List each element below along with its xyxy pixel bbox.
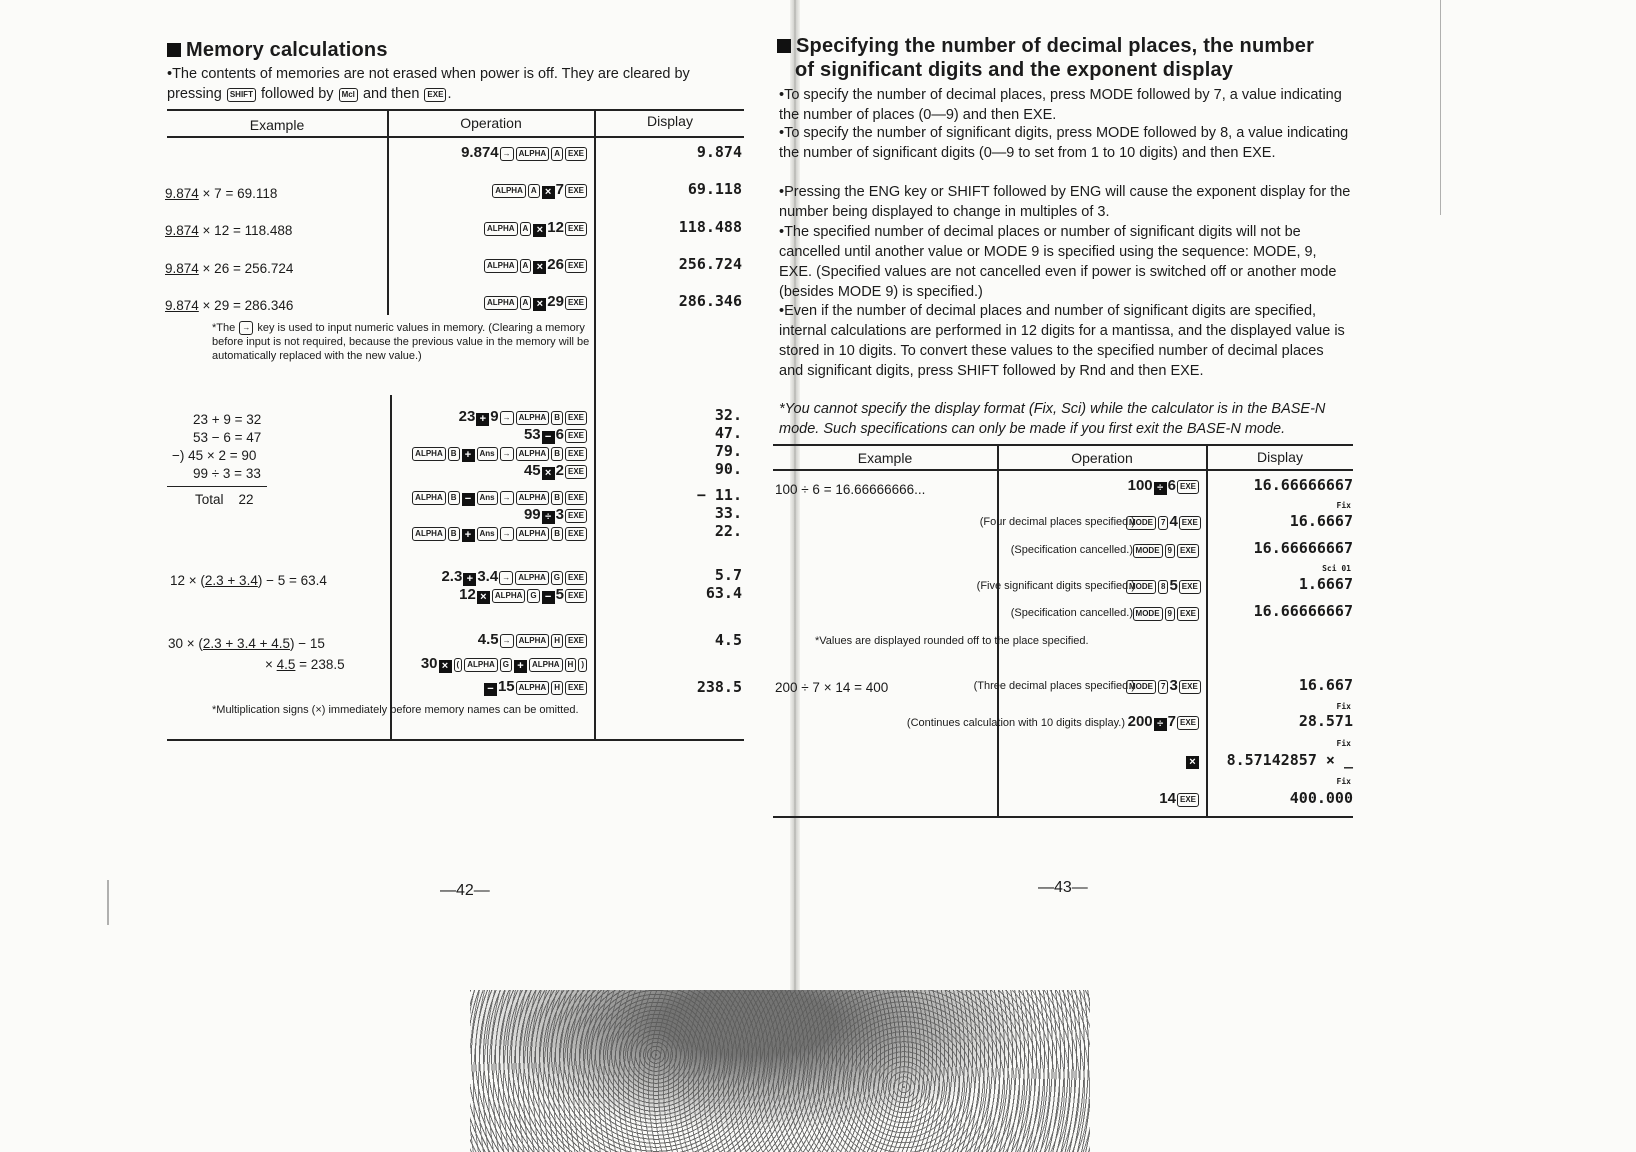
r-col-example-header: Example [857,450,913,466]
r-display-5: 16.66666667 [1253,602,1353,620]
page-number-42: —42— [440,882,490,899]
r-display-8: 8.57142857 × _ [1226,751,1353,769]
r-note-cancel-2: (Specification cancelled.) [1010,607,1133,619]
page-number-43: —43— [1038,879,1088,896]
r-op-2: MODE 7 4 EXE [1125,513,1200,530]
sum-display-6: 33. [714,504,742,522]
r-display-4: 1.6667 [1298,575,1353,593]
sum-rule [167,486,267,487]
r-op-5: MODE 9 EXE [1125,604,1200,621]
table-divider-1b [390,395,392,740]
sum-total: Total 22 [195,492,254,507]
sum-example-1: 23 + 9 = 32 [193,412,262,427]
example-row-2: 9.874 × 7 = 69.118 [165,186,278,201]
r-op-9: 14 EXE [1125,790,1200,807]
multiplication-note: *Multiplication signs (×) immediately before memory names can be omitted. [212,704,579,716]
r-tag-fix-1: Fix [1336,501,1351,510]
sum-display-4: 90. [714,460,742,478]
bullet-significant-digits: •To specify the number of significant digits, press MODE followed by 8, a value indicating the number of significant digits (0—9 to set from 1 to 10 digits) and then EXE. [779,125,1349,161]
bullet-internal: •Even if the number of decimal places and number of significant digits are specified, internal calculations are performed in 12 digits for a mantissa, and the displayed value is stored in 10 digits. To convert these values to the specified number of decimal places and significant digits, press SHIFT followed by Rnd and then EXE. [779,303,1345,379]
sum-display-7: 22. [714,522,742,540]
r-col-display-header: Display [1257,449,1303,465]
r-example-1: 100 ÷ 6 = 16.66666666... [775,482,926,497]
sum-display-1: 32. [714,406,742,424]
paren-op-2a: 4.5 → ALPHA H EXE [400,631,588,648]
r-op-4: MODE 8 5 EXE [1125,577,1200,594]
memory-intro: •The contents of memories are not erased when power is off. They are cleared by pressing SHIFT followed by Mcl and then EXE . [167,66,690,102]
r-op-6: MODE 7 3 EXE [1125,677,1200,694]
paren-op-2b: 30 × ( ALPHA G + ALPHA H ) [400,655,588,673]
bullet-cancel: •The specified number of decimal places or number of significant digits will not be cancelled until another value or MODE 9 is specified using the sequence: MODE, 9, EXE. (Specified values are not cancelled even if power is switched off or another mode (besides MODE 9) is specified.) [779,224,1337,300]
r-op-3: MODE 9 EXE [1125,541,1200,558]
left-page [0,0,795,990]
display-row-3: 118.488 [678,218,742,236]
sum-example-3: −) 45 × 2 = 90 [172,448,257,463]
bullet-base-n: *You cannot specify the display format (Fix, Sci) while the calculator is in the BASE-N mode. Such specifications can only be made if you first exit the BASE-N mode. [779,401,1326,437]
decimal-heading-line2: of significant digits and the exponent display [795,59,1234,81]
scan-noise-area [0,990,1636,1152]
display-row-2: 69.118 [687,180,742,198]
table-bottom-rule [167,739,744,741]
r-display-3: 16.66666667 [1253,539,1353,557]
r-note-cont: (Continues calculation with 10 digits display.) [906,717,1125,729]
operation-row-3: ALPHA A × 12 EXE [400,219,588,237]
bullet-exponent: •Pressing the ENG key or SHIFT followed by ENG will cause the exponent display for the number being displayed to change in multiples of 3. [779,184,1351,220]
r-tag-sci: Sci 01 [1322,564,1351,573]
r-example-2: 200 ÷ 7 × 14 = 400 [775,680,889,695]
table-top-rule [167,109,744,111]
paren-op-2c: − 15 ALPHA H EXE [400,678,588,696]
paren-display-1a: 5.7 [714,566,742,584]
r-op-8: × [1125,751,1200,769]
paren-display-1b: 63.4 [705,584,742,602]
display-row-4: 256.724 [678,255,742,273]
paren-op-1b: 12 × ALPHA G − 5 EXE [400,586,588,604]
r-note-three: (Three decimal places specified.) [973,680,1135,692]
paren-display-2a: 4.5 [714,631,742,649]
r-display-6: 16.667 [1298,676,1353,694]
display-row-1: 9.874 [696,143,742,161]
r-note-five: (Five significant digits specified.) [976,580,1135,592]
r-tag-fix-2: Fix [1336,702,1351,711]
memory-heading: Memory calculations [167,38,388,63]
table-header-rule [167,136,744,138]
sum-display-5: − 11. [696,486,742,504]
right-page [775,0,1636,990]
example-row-5: 9.874 × 29 = 286.346 [165,298,294,313]
operation-row-4: ALPHA A × 26 EXE [400,256,588,274]
table-divider-1 [387,110,389,315]
r-display-2: 16.6667 [1289,512,1353,530]
r-col-operation-header: Operation [1071,450,1133,466]
col-display-header: Display [647,113,693,129]
paren-op-1a: 2.3 + 3.4 → ALPHA G EXE [400,568,588,586]
paren-display-2b: 238.5 [696,678,742,696]
r-op-1: 100 ÷ 6 EXE [1005,477,1200,495]
r-note-round: *Values are displayed rounded off to the place specified. [815,635,1089,647]
right-edge-mark [1440,0,1441,215]
sum-op-1: 23 + 9 → ALPHA B EXE [400,408,588,426]
sum-display-2: 47. [714,424,742,442]
r-tag-fix-4: Fix [1336,777,1351,786]
operation-row-2: ALPHA A × 7 EXE [400,181,588,199]
decimal-heading-line1: Specifying the number of decimal places, the number [777,34,1377,59]
sum-example-4: 99 ÷ 3 = 33 [193,466,261,481]
paren-example-2a: 30 × (2.3 + 3.4 + 4.5) − 15 [168,636,325,651]
r-table-bottom-rule [773,816,1353,818]
r-note-four: (Four decimal places specified.) [979,516,1135,528]
paren-example-1: 12 × (2.3 + 3.4) − 5 = 63.4 [170,573,327,588]
table-divider-2 [594,110,596,740]
operation-row-5: ALPHA A × 29 EXE [400,293,588,311]
paren-example-2b: × 4.5 = 238.5 [265,657,345,672]
left-edge-mark [107,880,109,925]
operation-row-1: 9.874 → ALPHA A EXE [400,144,588,161]
sum-op-7: ALPHA B + Ans → ALPHA B EXE [400,524,588,542]
memory-input-note: *The → key is used to input numeric values in memory. (Clearing a memory before input is not required, because the previous value in the memory will be automatically replaced with the new value.) [212,322,590,362]
sum-example-2: 53 − 6 = 47 [193,430,262,445]
r-display-9: 400.000 [1289,789,1353,807]
r-table-header-rule [773,469,1353,471]
r-op-7: 200 ÷ 7 EXE [1115,713,1200,731]
sum-op-6: 99 ÷ 3 EXE [400,506,588,524]
r-note-cancel-1: (Specification cancelled.) [1010,544,1133,556]
sum-display-3: 79. [714,442,742,460]
r-display-1: 16.66666667 [1253,476,1353,494]
sum-op-3: ALPHA B + Ans → ALPHA B EXE [400,444,588,462]
scan-noise-blob [470,990,1090,1152]
r-table-divider-1 [997,445,999,817]
col-example-header: Example [249,117,305,133]
r-tag-fix-3: Fix [1336,739,1351,748]
r-display-7: 28.571 [1298,712,1353,730]
col-operation-header: Operation [460,115,522,131]
sum-op-5: ALPHA B − Ans → ALPHA B EXE [400,488,588,506]
sum-op-4: 45 × 2 EXE [400,462,588,480]
r-table-top-rule [773,444,1353,446]
bullet-decimal-places: •To specify the number of decimal places, press MODE followed by 7, a value indicating the number of places (0—9) and then EXE. [779,87,1342,123]
example-row-4: 9.874 × 26 = 256.724 [165,261,294,276]
display-row-5: 286.346 [678,292,742,310]
example-row-3: 9.874 × 12 = 118.488 [165,223,293,238]
sum-op-2: 53 − 6 EXE [400,426,588,444]
r-table-divider-2 [1206,445,1208,817]
